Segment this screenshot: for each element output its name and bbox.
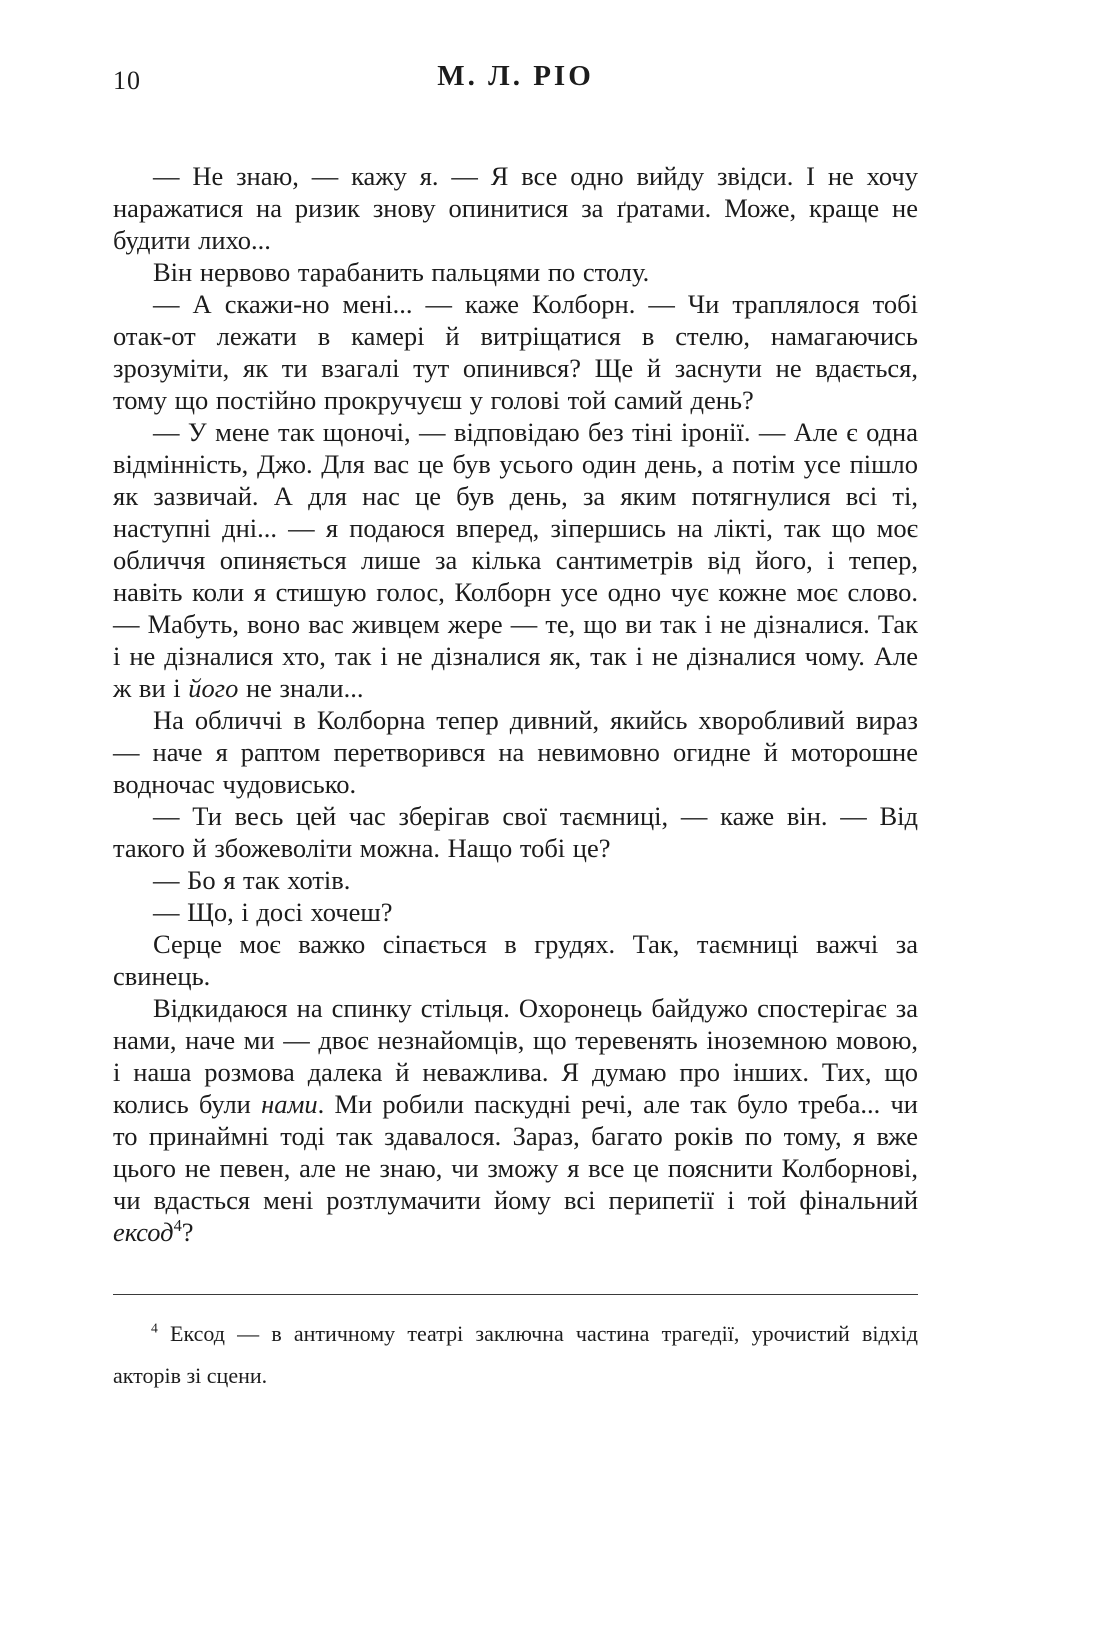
footnote-text	[113, 1313, 918, 1397]
page-number: 10	[113, 66, 141, 95]
paragraph-segment: Він нервово тарабанить пальцями по столу.	[153, 257, 650, 287]
paragraph-segment: — А скажи-но мені... — каже Колборн. — Чи траплялося тобі отак-от лежати в камері й витріщатися в стелю, намагаючись зрозуміти, як ти взагалі тут опинився? Ще й заснути не вдається, тому що постійно прокручуєш у голові той самий день?	[113, 289, 918, 415]
paragraph	[113, 288, 918, 416]
paragraph	[113, 800, 918, 864]
paragraph-segment: ексод	[113, 1217, 174, 1247]
paragraph	[113, 992, 918, 1248]
paragraph-segment: його	[188, 673, 239, 703]
paragraph	[113, 896, 918, 928]
paragraph	[113, 416, 918, 704]
footnote-reference: 4	[173, 1216, 182, 1236]
paragraph-segment: — У мене так щоночі, — відповідаю без тіні іронії. — Але є одна відмінність, Джо. Для вас це був усього один день, а потім усе пішло як зазвичай. А для нас це був день, за яким потягнулися всі ті, наступні дні... — я подаюся вперед, зіпершись на лікті, так що моє обличчя опиняється лише за кілька сантиметрів від його, і тепер, навіть коли я стишую голос, Колборн усе одно чує кожне моє слово. — Мабуть, воно вас живцем жере — те, що ви так і не дізналися. Так і не дізналися хто, так і не дізналися як, так і не дізналися чому. Але ж ви і	[113, 417, 918, 703]
paragraph	[113, 928, 918, 992]
footnote-marker: 4	[151, 1320, 158, 1336]
paragraph-segment: нами	[261, 1089, 318, 1119]
running-title: М. Л. РІО	[437, 60, 594, 92]
paragraph-segment: На обличчі в Колборна тепер дивний, якийсь хворобливий вираз — наче я раптом перетворився на невимовно огидне й моторошне водночас чудовисько.	[113, 705, 918, 799]
paragraph-segment: — Не знаю, — кажу я. — Я все одно вийду звідси. І не хочу наражатися на ризик знову опинитися за ґратами. Може, краще не будити лихо...	[113, 161, 918, 255]
paragraph	[113, 864, 918, 896]
paragraph	[113, 256, 918, 288]
paragraph	[113, 704, 918, 800]
paragraph-segment: — Бо я так хотів.	[153, 865, 351, 895]
footnote-body: Ексод — в античному театрі заключна частина трагедії, урочистий відхід акторів зі сцени.	[113, 1321, 918, 1388]
footnote-section	[113, 1294, 918, 1397]
paragraph-segment: — Ти весь цей час зберігав свої таємниці, — каже він. — Від такого й збожеволіти можна. Нащо тобі це?	[113, 801, 918, 863]
paragraph-segment: Серце моє важко сіпається в грудях. Так, таємниці важчі за свинець.	[113, 929, 918, 991]
paragraph-segment: не знали...	[238, 673, 364, 703]
paragraph-segment: Відкидаюся на спинку стільця. Охоронець байдужо спостерігає за нами, наче ми — двоє незнайомців, що теревенять іноземною мовою, і наша розмова далека й неважлива. Я думаю про інших. Тих, що колись були	[113, 993, 918, 1119]
paragraph-segment: . Ми робили паскудні речі, але так було треба... чи то принаймні тоді так здавалося. Зараз, багато років по тому, я вже цього не певен, але не знаю, чи зможу я все це пояснити Колборнові, чи вдасться мені розтлумачити йому всі перипетії і той фінальний	[113, 1089, 918, 1215]
page-header	[113, 60, 918, 100]
body-text	[113, 160, 918, 1248]
paragraph-segment: ?	[181, 1217, 194, 1247]
paragraph	[113, 160, 918, 256]
paragraph-segment: — Що, і досі хочеш?	[153, 897, 393, 927]
